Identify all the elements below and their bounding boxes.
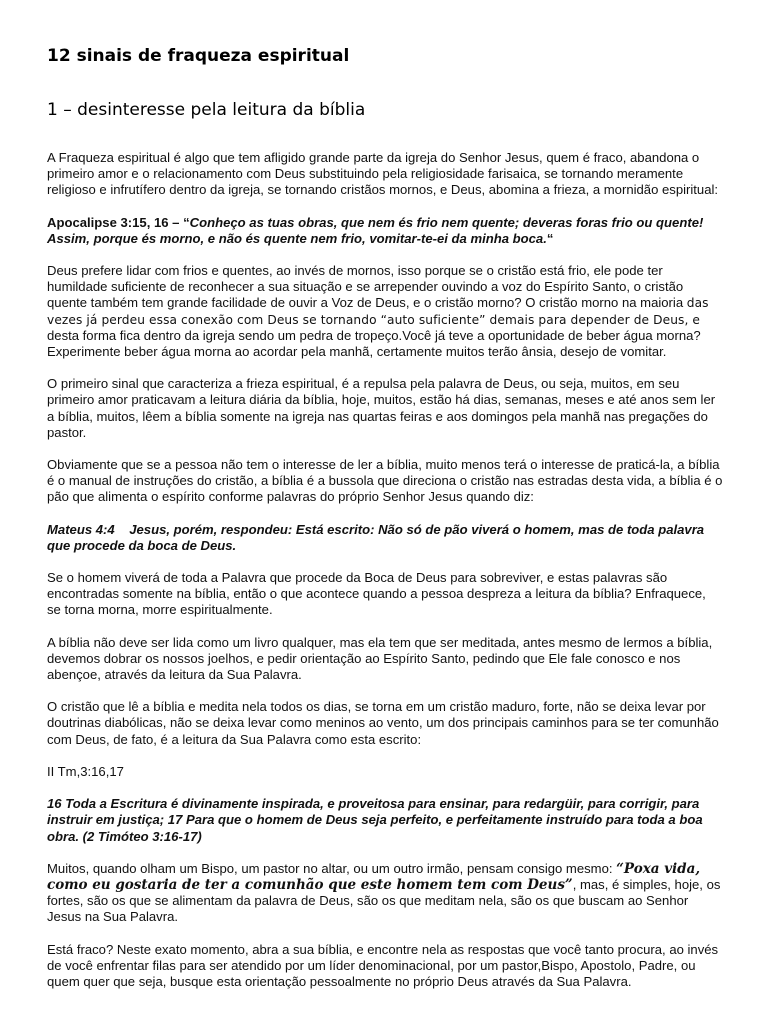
verse-text: Conheço as tuas obras, que nem és frio nem quente; deveras foras frio ou quente! Assim, porque és morno, e não és quente nem frio, vomitar-te-ei da minha boca. [47,214,704,246]
paragraph-se-o-homem: Se o homem viverá de toda a Palavra que procede da Boca de Deus para sobreviver, e estas palavras são encontradas somente na bíblia, então o que acontece quando a pessoa despreza a leitura da bíblia? Enfraquece, se torna morna, morre espiritualmente. [47,570,706,618]
paragraph-text: das vezes já perdeu essa conexão com Deus se tornando “auto suficiente” demais para depender de Deus, e [47,296,709,327]
verse-reference-timoteo: II Tm,3:16,17 [47,763,124,779]
verse-reference: Apocalipse 3:15, 16 – “ [47,214,190,230]
paragraph-text: Muitos, quando olham um Bispo, um pastor no altar, ou um outro irmão, pensam consigo mesmo: [47,860,617,876]
paragraph-cristao-maduro: O cristão que lê a bíblia e medita nela todos os dias, se torna em um cristão maduro, forte, não se deixa levar por doutrinas diabólicas, não se deixa levar como meninos ao vento, um dos principais caminhos para se ter comunhão com Deus, de fato, é a leitura da Sua Palavra como esta escrito: [47,699,719,747]
section-heading: 1 – desinteresse pela leitura da bíblia [47,100,366,120]
paragraph-esta-fraco: Está fraco? Neste exato momento, abra a sua bíblia, e encontre nela as respostas que você tanto procura, ao invés de você enfrentar filas para ser atendido por um líder denominacional, por um pastor,Bispo, Apostolo, Padre, ou quem quer que seja, busque esta orientação pessoalmente no próprio Deus através da Sua Palavra. [47,941,719,989]
verse-apocalipse [47,215,723,247]
paragraph-text: Deus prefere lidar com frios e quentes, ao invés de mornos, isso porque se o cristão está frio, ele pode ter humildade suficiente de reconhecer a sua situação e se arrepender ouvindo a voz do Espírito Santo, o cristão quente também tem grande facilidade de ouvir a Voz de Deus, e o cristão morno? O cristão morno na maioria [47,263,684,311]
paragraph-mornos [47,263,723,360]
paragraph-intro: A Fraqueza espiritual é algo que tem afligido grande parte da igreja do Senhor Jesus, quem é fraco, abandona o primeiro amor e o relacionamento com Deus substituindo pela religiosidade farisaica, se tornando meramente religioso e infrutífero dentro da igreja, se tornando cristãos mornos, e Deus, abomina a frieza, a mornidão espiritual: [47,150,719,198]
paragraph-obviamente: Obviamente que se a pessoa não tem o interesse de ler a bíblia, muito menos terá o interesse de praticá-la, a bíblia é o manual de instruções do cristão, a bíblia é a bussola que direciona o cristão nas estradas desta vida, a bíblia é o pão que alimenta o espírito conforme palavras do próprio Senhor Jesus quando diz: [47,457,723,505]
document-body [47,150,723,1006]
verse-mateus: Mateus 4:4 Jesus, porém, respondeu: Está escrito: Não só de pão viverá o homem, mas de toda palavra que procede da boca de Deus. [47,521,708,553]
paragraph-primeiro-sinal: O primeiro sinal que caracteriza a frieza espiritual, é a repulsa pela palavra de Deus, ou seja, muitos, em seu primeiro amor praticavam a leitura diária da bíblia, hoje, muitos, estão há dias, semanas, meses e até anos sem ler a bíblia, muitos, lêem a bíblia somente na igreja nas quartas feiras e aos domingos pela manhã nas pregações do pastor. [47,376,716,440]
verse-timoteo: 16 Toda a Escritura é divinamente inspirada, e proveitosa para ensinar, para redargüir, para corrigir, para instruir em justiça; 17 Para que o homem de Deus seja perfeito, e perfeitamente instruído para toda a boa obra. (2 Timóteo 3:16-17) [47,796,703,844]
verse-close-quote: “ [546,230,554,246]
paragraph-text: desta forma fica dentro da igreja sendo um pedra de tropeço.Você já teve a oportunidade de beber água morna? Experimente beber água morna ao acordar pela manhã, certamente muitos terão ânsia, desejo de vomitar. [47,327,701,360]
quote-emphasis: “Poxa vida, como eu gostaria de ter a comunhão que este homem tem com Deus” [47,860,701,893]
page-title: 12 sinais de fraqueza espiritual [47,46,350,66]
paragraph-meditada: A bíblia não deve ser lida como um livro qualquer, mas ela tem que ser meditada, antes mesmo de lermos a bíblia, devemos dobrar os nossos joelhos, e pedir orientação ao Espírito Santo, pedindo que Ele fale conosco e nos abençoe, através da leitura da Sua Palavra. [47,634,713,683]
paragraph-text: , mas, é simples, hoje, os fortes, são os que se alimentam da palavra de Deus, são os que meditam nela, são os que buscam ao Senhor Jesus na Sua Palavra. [47,876,721,925]
paragraph-muitos [47,861,723,926]
